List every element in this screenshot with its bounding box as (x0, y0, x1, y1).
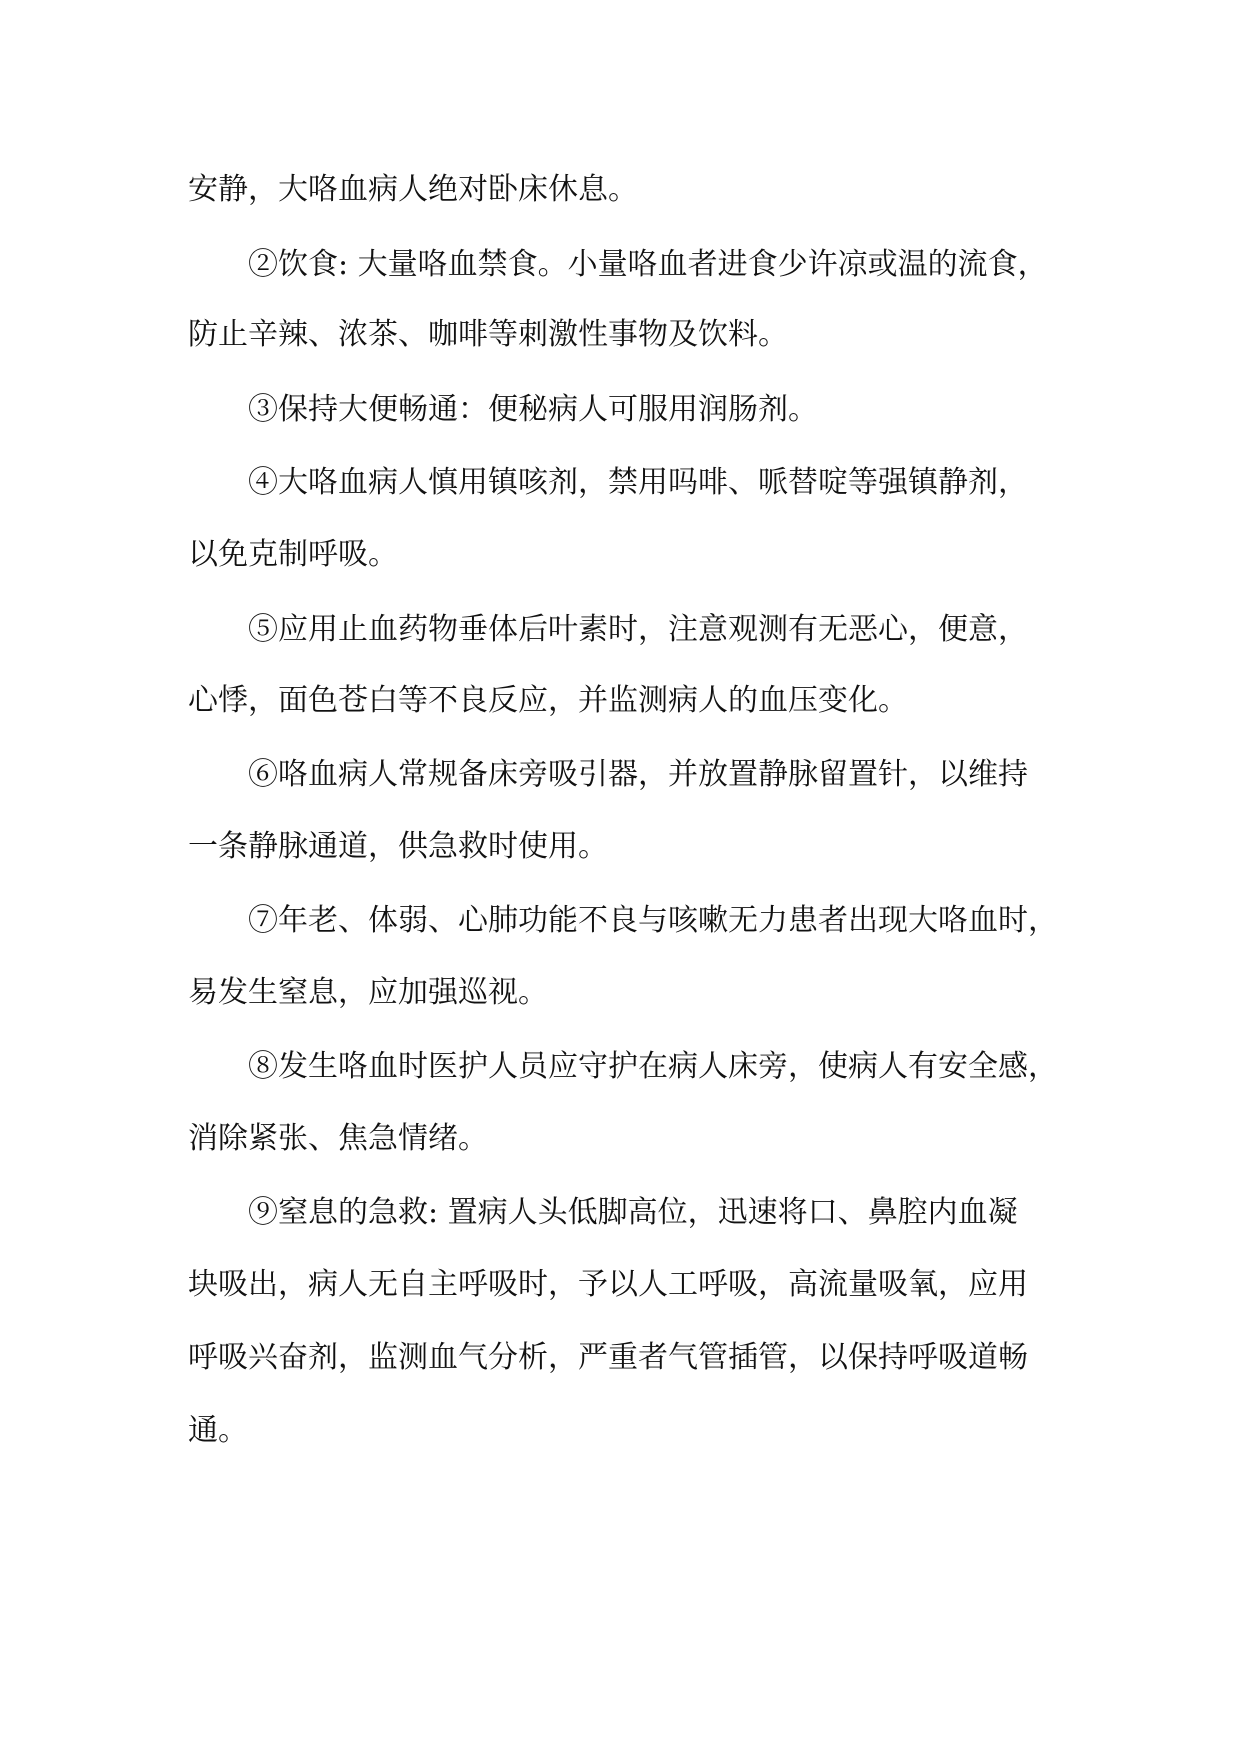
paragraph-8-staff: ⑧发生咯血时医护人员应守护在病人床旁，使病人有安全感， (248, 1049, 1058, 1084)
paragraph-2-diet: ②饮食: 大量咯血禁食。小量咯血者进食少许凉或温的流食， (248, 247, 1048, 282)
paragraph-7-elderly: ⑦年老、体弱、心肺功能不良与咳嗽无力患者出现大咯血时， (248, 903, 1058, 938)
text-line: 防止辛辣、浓茶、咖啡等刺激性事物及饮料。 (188, 317, 788, 352)
text-line: 呼吸兴奋剂，监测血气分析，严重者气管插管，以保持呼吸道畅 (188, 1340, 1028, 1375)
paragraph-5-hemostatics: ⑤应用止血药物垂体后叶素时，注意观测有无恶心，便意， (248, 612, 1028, 647)
text-line: 通。 (188, 1413, 248, 1448)
paragraph-9-asphyxia: ⑨窒息的急救: 置病人头低脚高位，迅速将口、鼻腔内血凝 (248, 1195, 1018, 1230)
text-line: 块吸出，病人无自主呼吸时，予以人工呼吸，高流量吸氧，应用 (188, 1267, 1028, 1302)
text-line: 消除紧张、焦急情绪。 (188, 1121, 488, 1156)
paragraph-3-bowel: ③保持大便畅通：便秘病人可服用润肠剂。 (248, 392, 818, 427)
text-line: 安静，大咯血病人绝对卧床休息。 (188, 172, 638, 207)
paragraph-4-sedatives: ④大咯血病人慎用镇咳剂，禁用吗啡、哌替啶等强镇静剂， (248, 465, 1028, 500)
text-line: 以免克制呼吸。 (188, 537, 398, 572)
text-line: 易发生窒息，应加强巡视。 (188, 975, 548, 1010)
paragraph-6-suction: ⑥咯血病人常规备床旁吸引器，并放置静脉留置针，以维持 (248, 757, 1028, 792)
text-line: 一条静脉通道，供急救时使用。 (188, 829, 608, 864)
text-line: 心悸，面色苍白等不良反应，并监测病人的血压变化。 (188, 683, 908, 718)
